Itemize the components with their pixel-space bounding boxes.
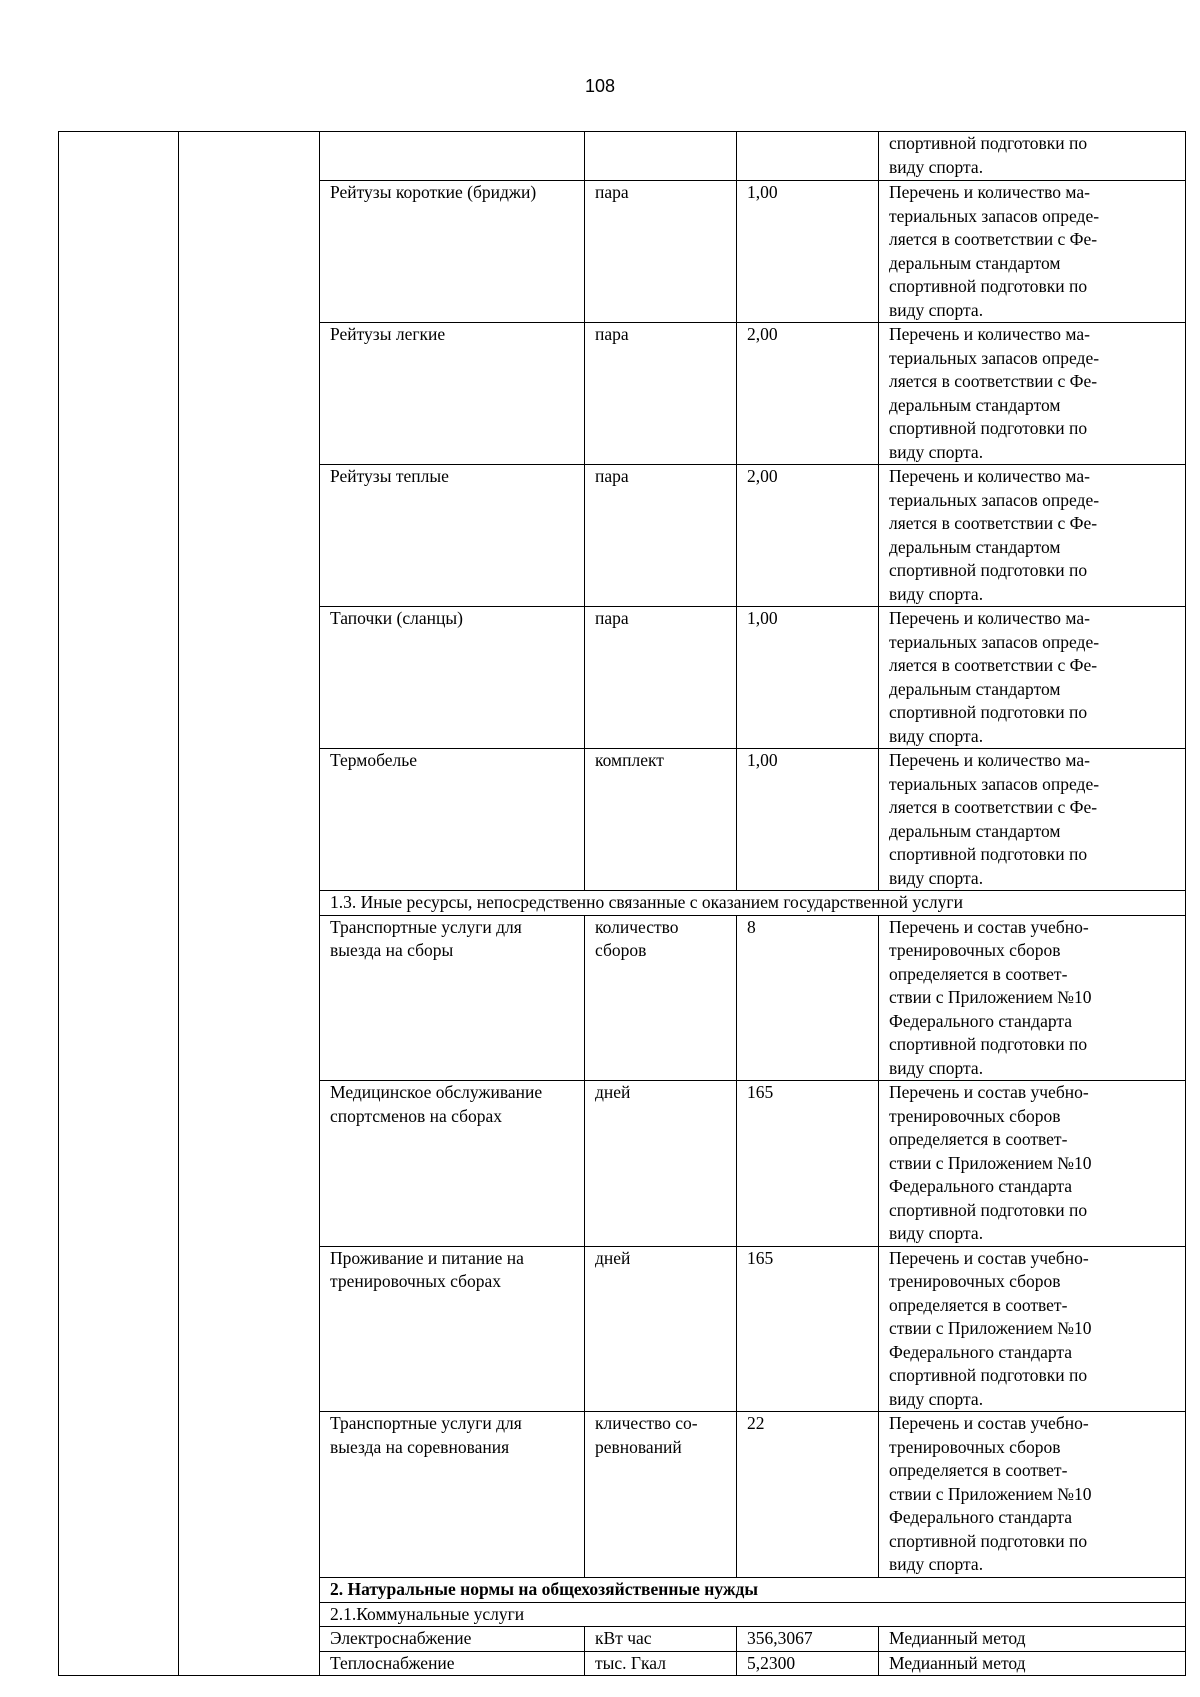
resource-name: Транспортные услуги для выезда на сборы [320,915,585,1081]
quantity-cell: 1,00 [737,181,879,323]
unit-cell: пара [585,465,737,607]
note-cell: Медианный метод [879,1651,1186,1676]
note-cell: Перечень и количество ма- териальных запасов опреде- ляется в соответствии с Фе- деральным стандартом спортивной подготовки по виду спорта. [879,749,1186,891]
note-cell: Перечень и состав учебно- тренировочных сборов определяется в соответ- ствии с Приложением №10 Федерального стандарта спортивной подготовки по виду спорта. [879,915,1186,1081]
unit-cell: кВт час [585,1627,737,1652]
norms-table-body [59,132,1186,1676]
quantity-cell: 1,00 [737,607,879,749]
note-cell: Перечень и количество ма- териальных запасов опреде- ляется в соответствии с Фе- деральным стандартом спортивной подготовки по виду спорта. [879,181,1186,323]
quantity-cell: 1,00 [737,749,879,891]
section-title: 1.3. Иные ресурсы, непосредственно связанные с оказанием государственной услуги [320,891,1186,916]
quantity-cell: 356,3067 [737,1627,879,1652]
note-cell: Перечень и количество ма- териальных запасов опреде- ляется в соответствии с Фе- деральным стандартом спортивной подготовки по виду спорта. [879,323,1186,465]
note-cell: Перечень и состав учебно- тренировочных сборов определяется в соответ- ствии с Приложением №10 Федерального стандарта спортивной подготовки по виду спорта. [879,1412,1186,1578]
resource-name: Рейтузы теплые [320,465,585,607]
quantity-cell [737,132,879,181]
norms-table [58,131,1186,1676]
resource-name: Проживание и питание на тренировочных сборах [320,1246,585,1412]
section-title: 2.1.Коммунальные услуги [320,1602,1186,1627]
note-cell: Перечень и состав учебно- тренировочных сборов определяется в соответ- ствии с Приложением №10 Федерального стандарта спортивной подготовки по виду спорта. [879,1246,1186,1412]
note-cell: Перечень и состав учебно- тренировочных сборов определяется в соответ- ствии с Приложением №10 Федерального стандарта спортивной подготовки по виду спорта. [879,1081,1186,1247]
unit-cell [585,132,737,181]
unit-cell: пара [585,323,737,465]
merged-column-1 [59,132,179,1676]
resource-name: Электроснабжение [320,1627,585,1652]
note-cell: Перечень и количество ма- териальных запасов опреде- ляется в соответствии с Фе- деральным стандартом спортивной подготовки по виду спорта. [879,607,1186,749]
resource-name: Теплоснабжение [320,1651,585,1676]
unit-cell: количество сборов [585,915,737,1081]
quantity-cell: 22 [737,1412,879,1578]
page-number: 108 [584,76,616,96]
unit-cell: комплект [585,749,737,891]
unit-cell: пара [585,181,737,323]
unit-cell: пара [585,607,737,749]
resource-name: Тапочки (сланцы) [320,607,585,749]
quantity-cell: 165 [737,1246,879,1412]
resource-name: Термобелье [320,749,585,891]
unit-cell: тыс. Гкал [585,1651,737,1676]
quantity-cell: 165 [737,1081,879,1247]
merged-column-2 [179,132,320,1676]
note-cell: Перечень и количество ма- териальных запасов опреде- ляется в соответствии с Фе- деральным стандартом спортивной подготовки по виду спорта. [879,465,1186,607]
resource-name [320,132,585,181]
unit-cell: дней [585,1081,737,1247]
unit-cell: кличество со- ревнований [585,1412,737,1578]
quantity-cell: 8 [737,915,879,1081]
resource-name: Транспортные услуги для выезда на соревнования [320,1412,585,1578]
resource-name: Рейтузы короткие (бриджи) [320,181,585,323]
quantity-cell: 2,00 [737,323,879,465]
note-cell: Медианный метод [879,1627,1186,1652]
quantity-cell: 2,00 [737,465,879,607]
note-cell: спортивной подготовки по виду спорта. [879,132,1186,181]
section-title: 2. Натуральные нормы на общехозяйственные нужды [320,1577,1186,1602]
quantity-cell: 5,2300 [737,1651,879,1676]
table-row [59,132,1186,181]
resource-name: Медицинское обслуживание спортсменов на сборах [320,1081,585,1247]
resource-name: Рейтузы легкие [320,323,585,465]
unit-cell: дней [585,1246,737,1412]
